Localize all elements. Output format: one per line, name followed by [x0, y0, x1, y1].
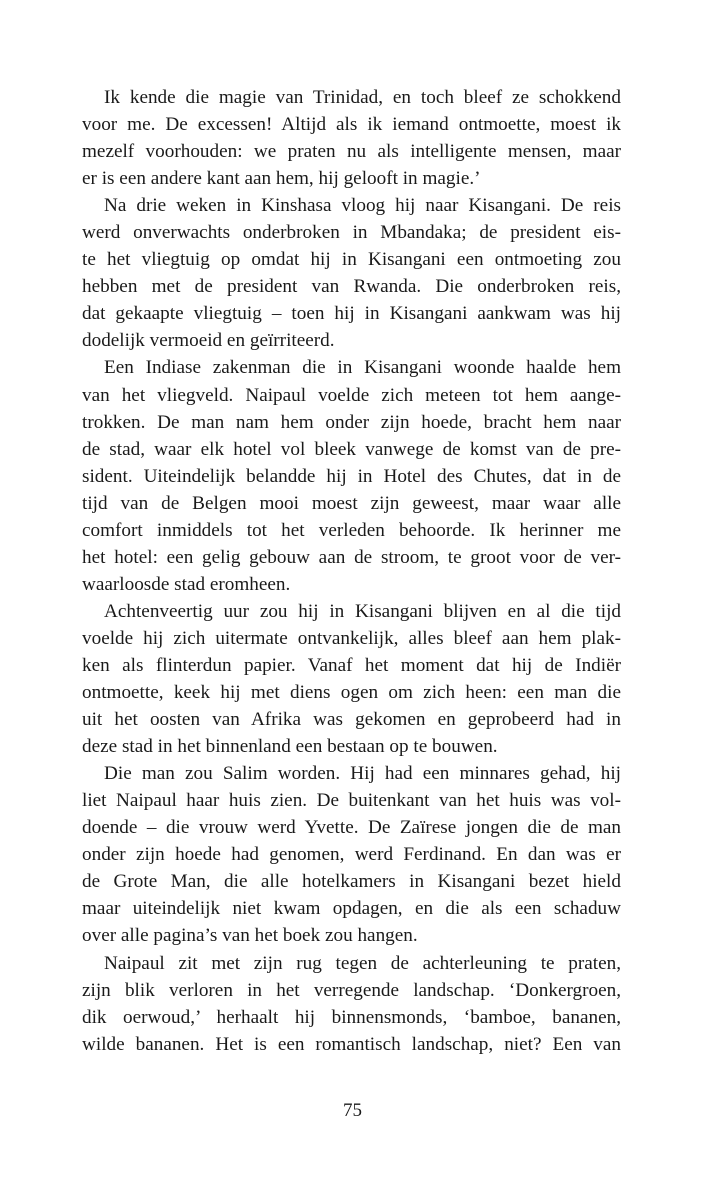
text-line: sident. Uiteindelijk belandde hij in Hotel des Chutes, dat in de [82, 465, 621, 487]
paragraph [82, 598, 621, 760]
text-line: voor me. De excessen! Altijd als ik iemand ontmoette, moest ik [82, 114, 621, 136]
text-line: dat gekaapte vliegtuig – toen hij in Kisangani aankwam was hij [82, 303, 621, 325]
text-line: werd onverwachts onderbroken in Mbandaka; de president eis- [82, 222, 621, 244]
paragraph [82, 950, 621, 1058]
text-line: wilde bananen. Het is een romantisch landschap, niet? Een van [82, 1033, 621, 1055]
text-line: Naipaul zit met zijn rug tegen de achterleuning te praten, [104, 952, 621, 974]
text-line: doende – die vrouw werd Yvette. De Zaïrese jongen die de man [82, 817, 621, 839]
text-line: voelde hij zich uitermate ontvankelijk, alles bleef aan hem plak- [82, 627, 621, 649]
text-line: uit het oosten van Afrika was gekomen en geprobeerd had in [82, 709, 621, 731]
text-line: liet Naipaul haar huis zien. De buitenkant van het huis was vol- [82, 790, 621, 812]
text-line: deze stad in het binnenland een bestaan op te bouwen. [82, 736, 498, 758]
text-line: het hotel: een gelig gebouw aan de stroom, te groot voor de ver- [82, 546, 621, 568]
page-body [82, 84, 621, 1058]
text-line: onder zijn hoede had genomen, werd Ferdinand. En dan was er [82, 844, 621, 866]
paragraph [82, 192, 621, 354]
text-line: te het vliegtuig op omdat hij in Kisangani een ontmoeting zou [82, 249, 621, 271]
text-line: mezelf voorhouden: we praten nu als intelligente mensen, maar [82, 141, 621, 163]
text-line: Een Indiase zakenman die in Kisangani woonde haalde hem [104, 357, 621, 379]
text-line: ken als flinterdun papier. Vanaf het moment dat hij de Indiër [82, 654, 621, 676]
text-line: hebben met de president van Rwanda. Die onderbroken reis, [82, 276, 621, 298]
text-line: dodelijk vermoeid en geïrriteerd. [82, 330, 335, 352]
text-line: Ik kende die magie van Trinidad, en toch bleef ze schokkend [104, 87, 621, 108]
paragraph [82, 354, 621, 597]
paragraph [82, 760, 621, 949]
text-line: dik oerwoud,’ herhaalt hij binnensmonds, ‘bamboe, bananen, [82, 1006, 621, 1028]
text-line: over alle pagina’s van het boek zou hangen. [82, 925, 418, 947]
paragraph [82, 84, 621, 192]
text-line: trokken. De man nam hem onder zijn hoede, bracht hem naar [82, 411, 621, 433]
text-line: de stad, waar elk hotel vol bleek vanwege de komst van de pre- [82, 438, 621, 460]
text-line: comfort inmiddels tot het verleden behoorde. Ik herinner me [82, 519, 621, 541]
page-number: 75 [343, 1100, 362, 1121]
text-line: tijd van de Belgen mooi moest zijn geweest, maar waar alle [82, 492, 621, 514]
text-line: zijn blik verloren in het verregende landschap. ‘Donkergroen, [82, 979, 621, 1001]
text-line: de Grote Man, die alle hotelkamers in Kisangani bezet hield [82, 871, 621, 893]
text-line: waarloosde stad eromheen. [82, 573, 291, 595]
text-line: er is een andere kant aan hem, hij gelooft in magie.’ [82, 168, 481, 190]
text-line: van het vliegveld. Naipaul voelde zich meteen tot hem aange- [82, 384, 621, 406]
text-line: Die man zou Salim worden. Hij had een minnares gehad, hij [104, 763, 621, 785]
text-line: ontmoette, keek hij met diens ogen om zich heen: een man die [82, 682, 621, 704]
text-line: Na drie weken in Kinshasa vloog hij naar Kisangani. De reis [104, 195, 621, 217]
text-line: maar uiteindelijk niet kwam opdagen, en die als een schaduw [82, 898, 621, 920]
text-line: Achtenveertig uur zou hij in Kisangani blijven en al die tijd [104, 600, 621, 622]
